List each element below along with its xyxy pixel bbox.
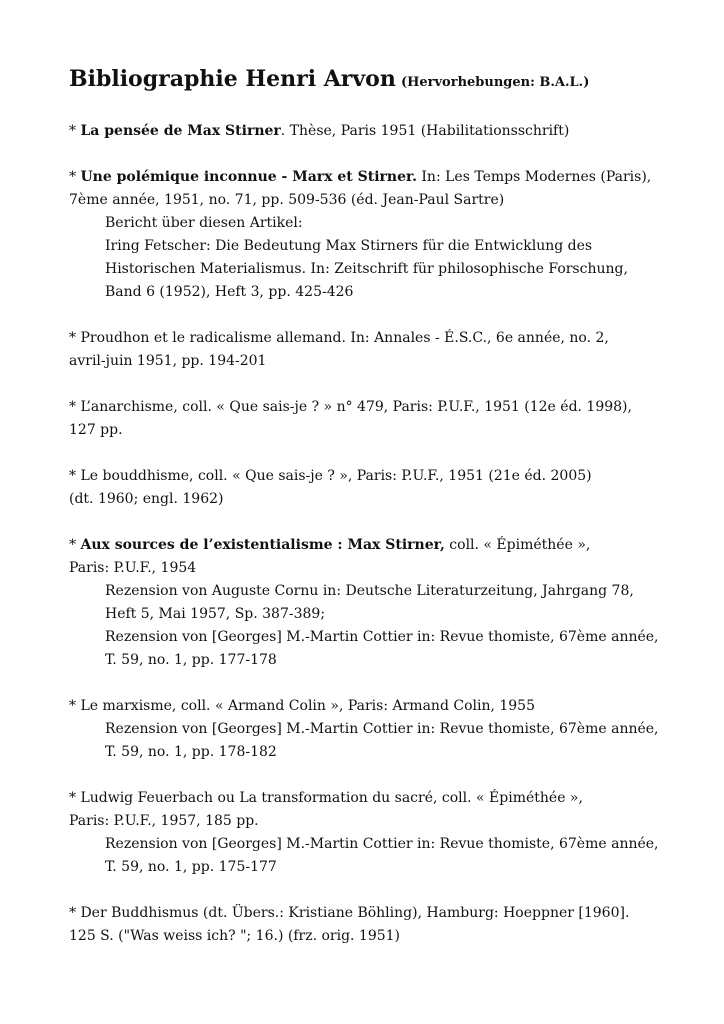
document-title: Bibliographie Henri Arvon <box>69 66 396 92</box>
entry-continuation: Paris: P.U.F., 1954 <box>69 560 197 576</box>
entry-continuation: Paris: P.U.F., 1957, 185 pp. <box>69 813 259 829</box>
entry-first-line <box>69 327 669 350</box>
bibliography-entry <box>69 396 669 442</box>
bibliography-entry <box>69 787 669 879</box>
entry-bullet: * <box>69 698 76 714</box>
entry-review-line: Historischen Materialismus. In: Zeitschrift für philosophische Forschung, <box>105 261 628 277</box>
entry-review-line: T. 59, no. 1, pp. 177-178 <box>105 652 277 668</box>
entry-text: coll. « Épiméthée », <box>444 537 591 553</box>
entry-bullet: * <box>69 468 76 484</box>
entry-review-line: T. 59, no. 1, pp. 175-177 <box>105 859 277 875</box>
entry-first-line <box>69 120 669 143</box>
entry-review-line: Bericht über diesen Artikel: <box>105 215 303 231</box>
entry-review-line: T. 59, no. 1, pp. 178-182 <box>105 744 277 760</box>
bibliography-entry <box>69 534 669 672</box>
entry-review-line: Iring Fetscher: Die Bedeutung Max Stirners für die Entwicklung des <box>105 238 593 254</box>
entry-text: Le bouddhisme, coll. « Que sais-je ? », Paris: P.U.F., 1951 (21e éd. 2005) <box>76 468 592 484</box>
entry-bullet: * <box>69 790 76 806</box>
entry-first-line <box>69 396 669 419</box>
entry-bullet: * <box>69 537 76 553</box>
entry-review-line: Rezension von [Georges] M.-Martin Cottier in: Revue thomiste, 67ème année, <box>105 836 659 852</box>
bibliography-entry <box>69 166 669 304</box>
entry-bullet: * <box>69 399 76 415</box>
entry-text: Ludwig Feuerbach ou La transformation du sacré, coll. « Épiméthée », <box>76 790 583 806</box>
title-note: (Hervorhebungen: B.A.L.) <box>400 75 590 90</box>
entry-review-line: Rezension von [Georges] M.-Martin Cottier in: Revue thomiste, 67ème année, <box>105 721 659 737</box>
entry-continuation: 127 pp. <box>69 422 123 438</box>
entry-bullet: * <box>69 905 76 921</box>
entry-first-line <box>69 902 669 925</box>
bibliography-entry <box>69 327 669 373</box>
entry-continuation: (dt. 1960; engl. 1962) <box>69 491 224 507</box>
entry-title: Aux sources de l’existentialisme : Max Stirner, <box>80 537 445 553</box>
entry-review-line: Heft 5, Mai 1957, Sp. 387-389; <box>105 606 326 622</box>
entry-title: Une polémique inconnue - Marx et Stirner. <box>80 169 417 185</box>
entry-review-line: Rezension von [Georges] M.-Martin Cottier in: Revue thomiste, 67ème année, <box>105 629 659 645</box>
entry-text: . Thèse, Paris 1951 (Habilitationsschrift) <box>280 123 570 139</box>
entry-text: In: Les Temps Modernes (Paris), <box>416 169 652 185</box>
entry-review-line: Rezension von Auguste Cornu in: Deutsche Literaturzeitung, Jahrgang 78, <box>105 583 634 599</box>
entry-first-line <box>69 166 669 189</box>
entry-text: L’anarchisme, coll. « Que sais-je ? » n° 479, Paris: P.U.F., 1951 (12e éd. 1998), <box>76 399 632 415</box>
entry-bullet: * <box>69 169 76 185</box>
entry-first-line <box>69 534 669 557</box>
entry-review-line: Band 6 (1952), Heft 3, pp. 425-426 <box>105 284 354 300</box>
bibliography-entry <box>69 902 669 948</box>
document-page <box>69 66 669 971</box>
entry-continuation: 7ème année, 1951, no. 71, pp. 509-536 (éd. Jean-Paul Sartre) <box>69 192 505 208</box>
bibliography-entry <box>69 465 669 511</box>
entry-continuation: 125 S. ("Was weiss ich? "; 16.) (frz. orig. 1951) <box>69 928 401 944</box>
entry-first-line <box>69 787 669 810</box>
entry-bullet: * <box>69 330 76 346</box>
entry-continuation: avril-juin 1951, pp. 194-201 <box>69 353 267 369</box>
entry-bullet: * <box>69 123 76 139</box>
entry-title: La pensée de Max Stirner <box>80 123 281 139</box>
entry-text: Proudhon et le radicalisme allemand. In: Annales - É.S.C., 6e année, no. 2, <box>76 330 609 346</box>
bibliography-entry <box>69 695 669 764</box>
entry-first-line <box>69 465 669 488</box>
bibliography-entry <box>69 120 669 143</box>
entry-text: Der Buddhismus (dt. Übers.: Kristiane Böhling), Hamburg: Hoeppner [1960]. <box>76 905 630 921</box>
entry-first-line <box>69 695 669 718</box>
document-header <box>69 66 669 92</box>
entry-text: Le marxisme, coll. « Armand Colin », Paris: Armand Colin, 1955 <box>76 698 535 714</box>
